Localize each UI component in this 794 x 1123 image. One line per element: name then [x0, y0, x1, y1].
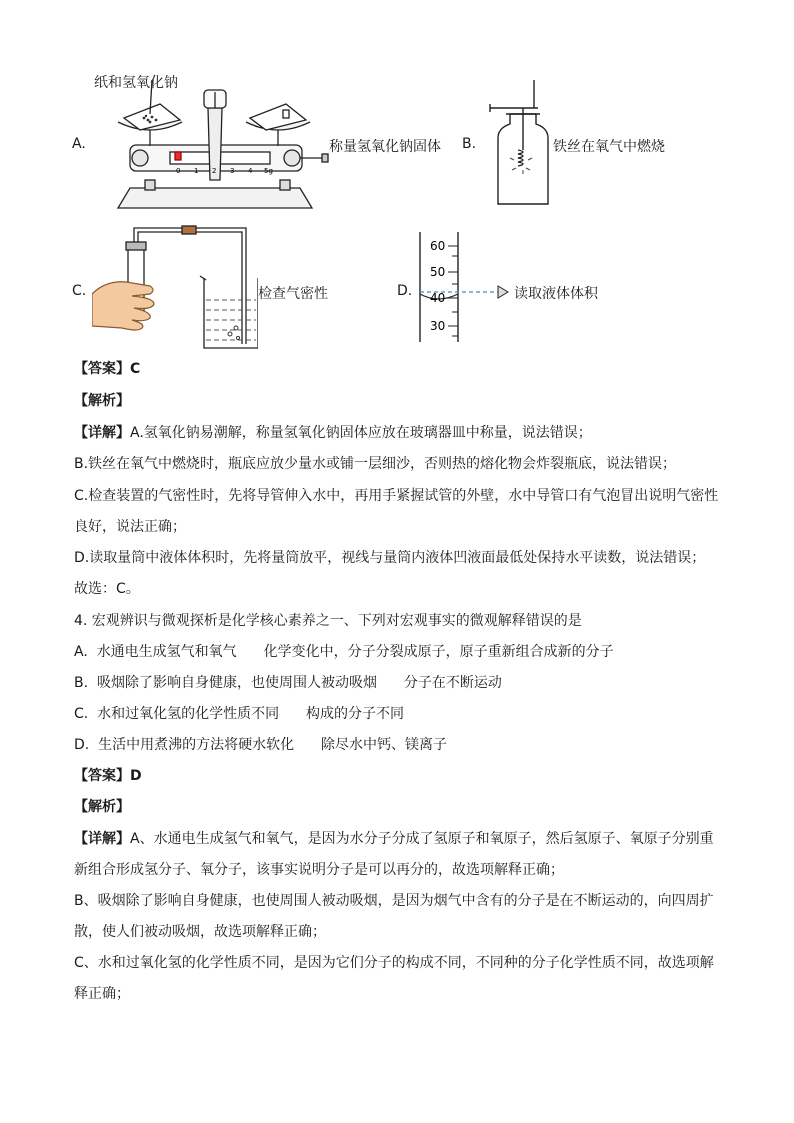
q3-detail-c-line2: 良好，说法正确；: [74, 519, 186, 535]
figure-d-caption: 读取液体体积: [514, 286, 598, 302]
q4-option-a: A. 水通电生成氢气和氧气 化学变化中，分子分裂成原子，原子重新组合成新的分子: [74, 644, 614, 660]
figure-d-option-letter: D.: [397, 283, 413, 299]
figure-c-option-letter: C.: [72, 283, 87, 299]
q4-detail-b-line1: B、吸烟除了影响自身健康，也使周围人被动吸烟，是因为烟气中含有的分子是在不断运动的，向四周扩: [74, 893, 714, 909]
figure-a-caption: 称量氢氧化钠固体: [329, 139, 441, 155]
q3-answer: 【答案】C: [74, 361, 141, 377]
cylinder-tick-50: 50: [430, 265, 446, 279]
q3-detail-c-line1: C.检查装置的气密性时，先将导管伸入水中，再用手紧握试管的外壁，水中导管口有气泡冒出说明气密性: [74, 488, 719, 504]
scale-tick-2: 2: [212, 167, 217, 175]
figure-a-option-letter: A.: [72, 136, 86, 152]
q3-analysis-heading: 【解析】: [74, 393, 130, 409]
scale-tick-4: 4: [248, 167, 253, 175]
figure-c-caption: 检查气密性: [258, 286, 328, 302]
q3-detail-a: 【详解】A.氢氧化钠易潮解，称量氢氧化钠固体应放在玻璃器皿中称量，说法错误；: [74, 425, 592, 441]
figure-b-caption: 铁丝在氧气中燃烧: [553, 139, 665, 155]
q4-analysis-heading: 【解析】: [74, 799, 130, 815]
scale-tick-0: 0: [176, 167, 181, 175]
q3-conclusion: 故选：C。: [74, 581, 140, 597]
q3-detail-d: D.读取量筒中液体体积时，先将量筒放平，视线与量筒内液体凹液面最低处保持水平读数，说法错误；: [74, 550, 706, 566]
scale-tick-1: 1: [194, 167, 199, 175]
figure-a-top-label: 纸和氢氧化钠: [94, 75, 178, 91]
q4-option-d: D. 生活中用煮沸的方法将硬水软化 除尽水中钙、镁离子: [74, 737, 448, 753]
q4-detail-a-line1: 【详解】A、水通电生成氢气和氧气，是因为水分子分成了氢原子和氧原子，然后氢原子、氧原子分别重: [74, 831, 714, 847]
q4-stem: 4. 宏观辨识与微观探析是化学核心素养之一、下列对宏观事实的微观解释错误的是: [74, 613, 582, 629]
q4-detail-b-line2: 散，使人们被动吸烟，故选项解释正确；: [74, 924, 326, 940]
q4-detail-a-line2: 新组合形成氢分子、氧分子，该事实说明分子是可以再分的，故选项解释正确；: [74, 862, 564, 878]
cylinder-tick-30: 30: [430, 319, 446, 333]
scale-tick-3: 3: [230, 167, 235, 175]
q3-detail-b: B.铁丝在氧气中燃烧时，瓶底应放少量水或铺一层细沙，否则热的熔化物会炸裂瓶底，说法错误；: [74, 456, 677, 472]
q4-detail-c-line2: 释正确；: [74, 986, 130, 1002]
q4-option-c: C. 水和过氧化氢的化学性质不同 构成的分子不同: [74, 706, 405, 722]
balance-illustration: [100, 80, 330, 220]
airtightness-illustration: [92, 224, 258, 350]
cylinder-tick-40: 40: [430, 291, 446, 305]
q4-option-b: B. 吸烟除了影响自身健康，也使周围人被动吸烟 分子在不断运动: [74, 675, 502, 691]
q4-answer: 【答案】D: [74, 768, 142, 784]
cylinder-tick-60: 60: [430, 239, 446, 253]
q4-detail-c-line1: C、水和过氧化氢的化学性质不同，是因为它们分子的构成不同，不同种的分子化学性质不同，故选项解: [74, 955, 714, 971]
graduated-cylinder-illustration: [418, 232, 514, 344]
gas-bottle-illustration: [480, 80, 560, 206]
figure-b-option-letter: B.: [462, 136, 477, 152]
scale-tick-5: 5g: [264, 167, 273, 175]
